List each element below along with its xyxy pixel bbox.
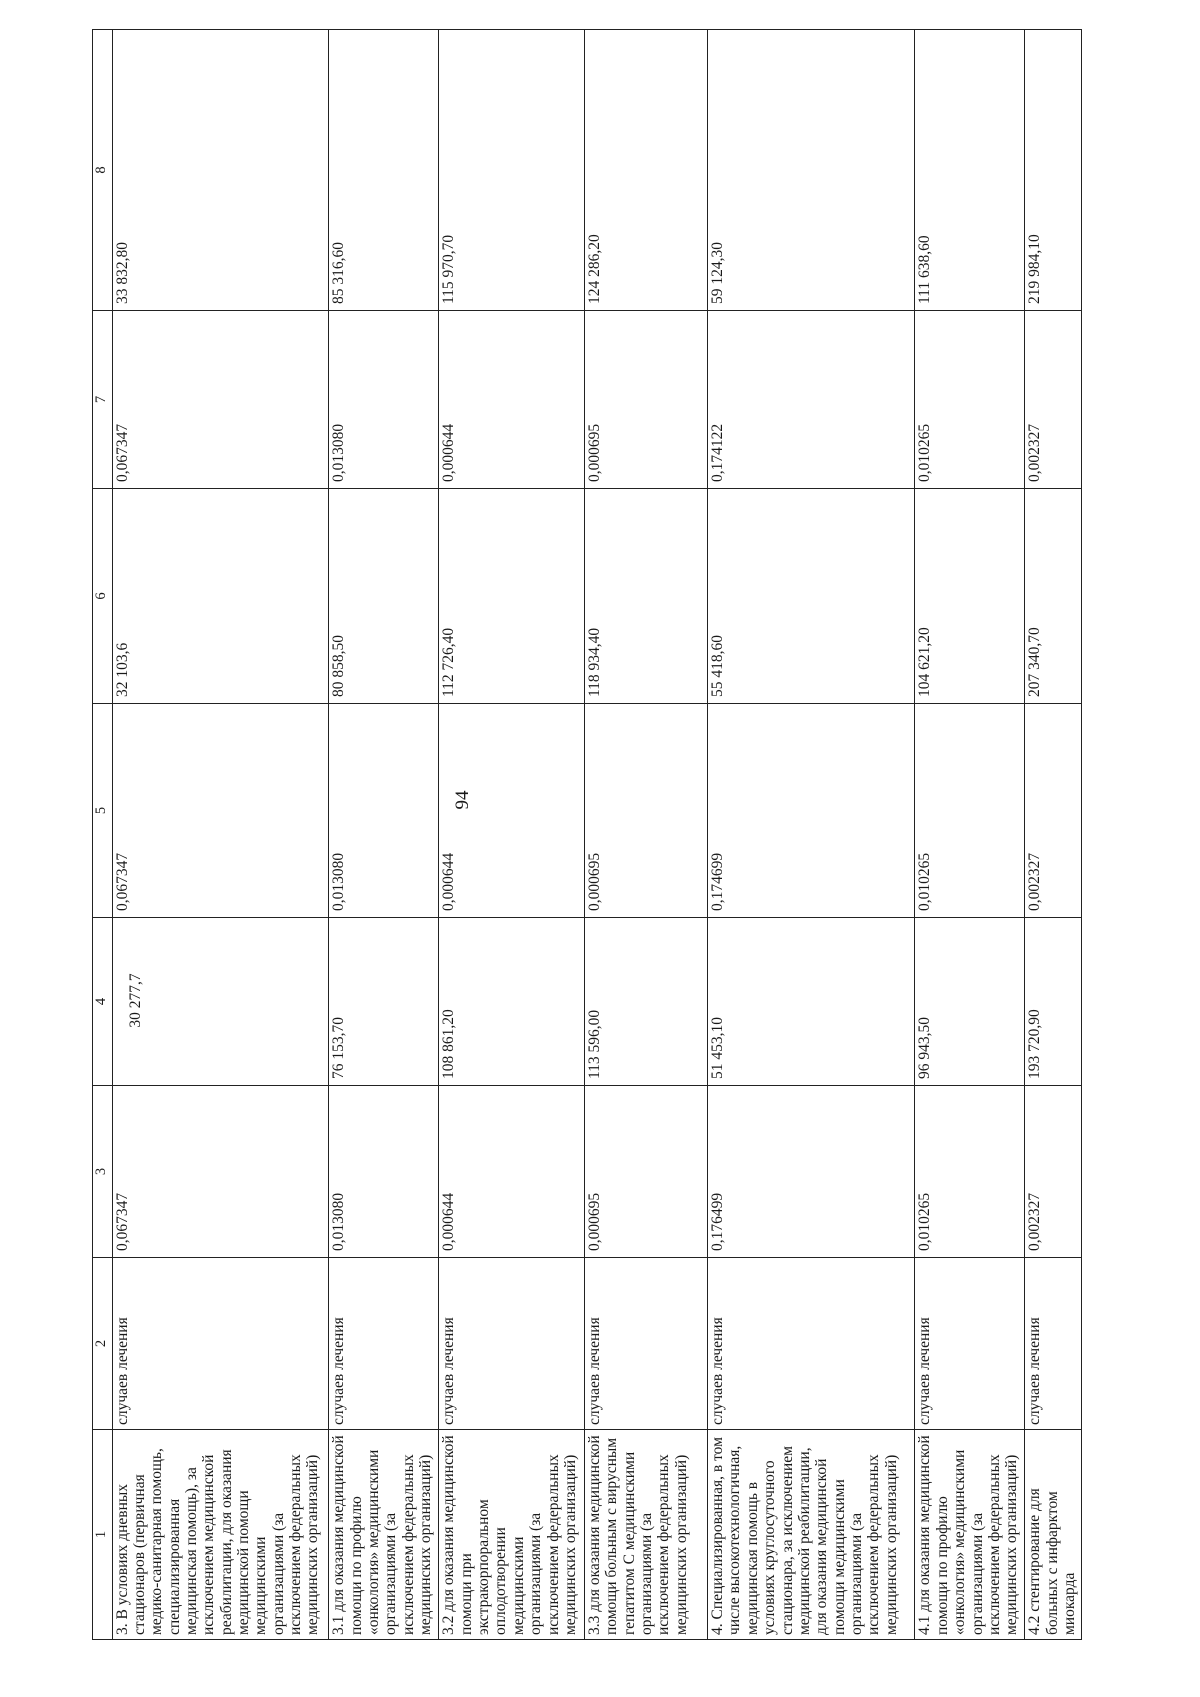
unit-cell: случаев лечения [329,1258,439,1430]
table-row [915,30,1025,1640]
value-cell: 193 720,90 [1025,918,1082,1086]
value-cell: 104 621,20 [915,489,1025,704]
column-number: 5 [93,704,113,918]
table-row [708,30,915,1640]
table-row [1025,30,1082,1640]
value-cell: 0,067347 [112,1086,329,1258]
column-number: 2 [93,1258,113,1430]
unit-cell: случаев лечения [708,1258,915,1430]
row-title: 3.2 для оказания медицинской помощи при экстракорпоральном оплодотворении медицинскими организациями (за исключением федеральных медицинских организаций) [439,1430,585,1640]
column-number: 4 [93,918,113,1086]
unit-cell: случаев лечения [915,1258,1025,1430]
value-cell: 0,174122 [708,311,915,489]
unit-cell: случаев лечения [584,1258,707,1430]
value-cell: 80 858,50 [329,489,439,704]
row-title: 4.2 стентирование для больных с инфарктом миокарда [1025,1430,1082,1640]
value-cell: 0,067347 [112,704,329,918]
table-row [112,30,329,1640]
value-cell: 0,002327 [1025,311,1082,489]
value-cell: 0,174699 [708,704,915,918]
value-cell: 59 124,30 [708,30,915,311]
column-number: 7 [93,311,113,489]
row-title: 4.1 для оказания медицинской помощи по профилю «онкология» медицинскими организациями (за исключением федеральных медицинских организаций) [915,1430,1025,1640]
column-number: 1 [93,1430,113,1640]
table-container [92,30,1082,1640]
value-cell: 108 861,20 [439,918,585,1086]
table-row [329,30,439,1640]
column-number: 8 [93,30,113,311]
value-cell: 55 418,60 [708,489,915,704]
value-cell: 30 277,7 [112,918,329,1086]
value-cell: 219 984,10 [1025,30,1082,311]
value-cell: 118 934,40 [584,489,707,704]
value-cell: 207 340,70 [1025,489,1082,704]
column-number: 3 [93,1086,113,1258]
column-number-row [93,30,113,1640]
row-title: 3.3 для оказания медицинской помощи больным с вирусным гепатитом С медицинскими организациями (за исключением федеральных медицинских организаций) [584,1430,707,1640]
rotated-table-frame [92,30,1082,1640]
value-cell: 33 832,80 [112,30,329,311]
value-cell: 112 726,40 [439,489,585,704]
value-cell: 0,000695 [584,311,707,489]
table-row [584,30,707,1640]
unit-cell: случаев лечения [1025,1258,1082,1430]
unit-cell: случаев лечения [112,1258,329,1430]
value-cell: 0,176499 [708,1086,915,1258]
value-cell: 32 103,6 [112,489,329,704]
value-cell: 76 153,70 [329,918,439,1086]
value-cell: 0,013080 [329,1086,439,1258]
row-title: 3. В условиях дневных стационаров (первичная медико-санитарная помощь, специализированная медицинская помощь), за исключением медицинской реабилитации, для оказания медицинской помощи медицинскими организациями (за исключением федеральных медицинских организаций) [112,1430,329,1640]
column-number: 6 [93,489,113,704]
value-cell: 96 943,50 [915,918,1025,1086]
value-cell: 0,002327 [1025,704,1082,918]
value-cell: 0,000644 [439,1086,585,1258]
value-cell: 0,010265 [915,311,1025,489]
value-cell: 0,010265 [915,1086,1025,1258]
row-title: 4. Специализированная, в том числе высокотехнологичная, медицинская помощь в условиях круглосуточного стационара, за исключением медицинской реабилитации, для оказания медицинской помощи медицинскими организациями (за исключением федеральных медицинских организаций) [708,1430,915,1640]
value-cell: 0,000644 [439,704,585,918]
table-row [439,30,585,1640]
value-cell: 113 596,00 [584,918,707,1086]
value-cell: 0,002327 [1025,1086,1082,1258]
value-cell: 0,000695 [584,704,707,918]
value-cell: 85 316,60 [329,30,439,311]
value-cell: 0,013080 [329,311,439,489]
value-cell: 124 286,20 [584,30,707,311]
value-cell: 0,013080 [329,704,439,918]
value-cell: 115 970,70 [439,30,585,311]
value-cell: 111 638,60 [915,30,1025,311]
value-cell: 51 453,10 [708,918,915,1086]
value-cell: 0,067347 [112,311,329,489]
page-number: 94 [452,790,473,810]
data-table [92,29,1082,1640]
value-cell: 0,010265 [915,704,1025,918]
value-cell: 0,000644 [439,311,585,489]
value-cell: 0,000695 [584,1086,707,1258]
unit-cell: случаев лечения [439,1258,585,1430]
row-title: 3.1 для оказания медицинской помощи по профилю «онкология» медицинскими организациями (за исключением федеральных медицинских организаций) [329,1430,439,1640]
